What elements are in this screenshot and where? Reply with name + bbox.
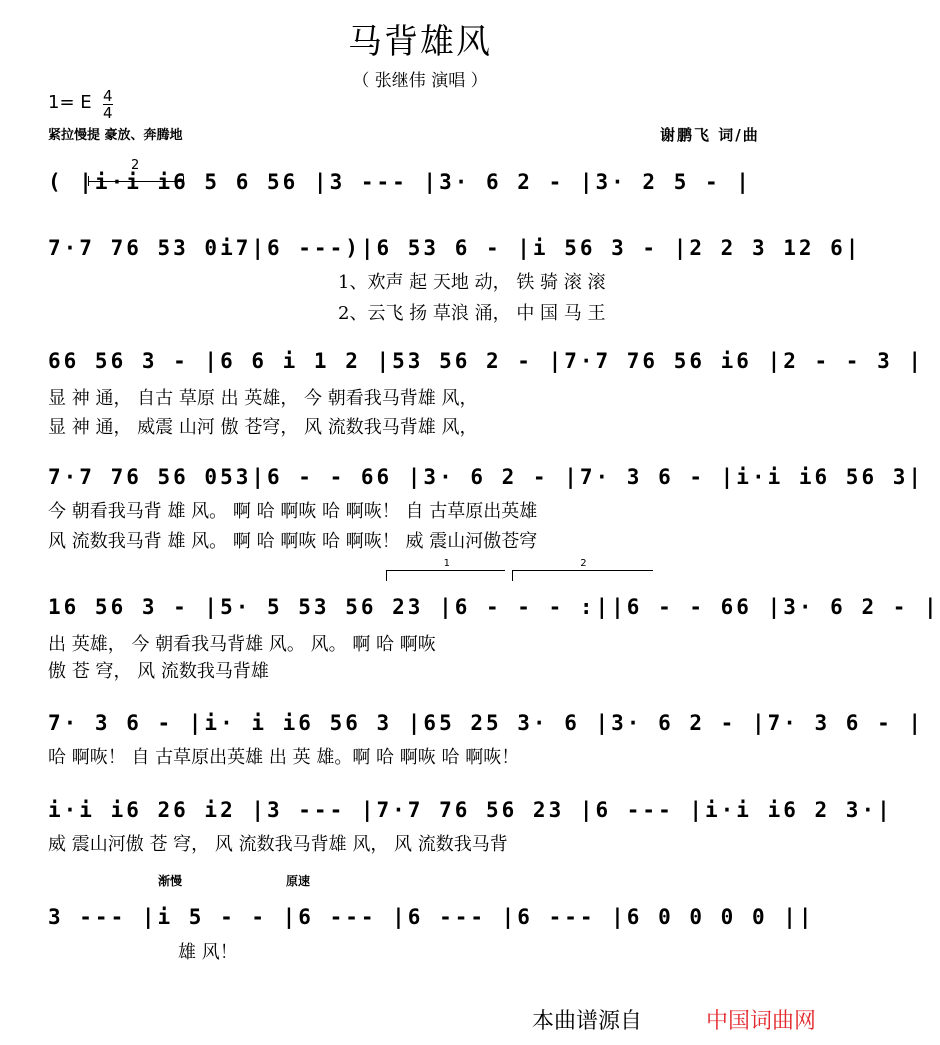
notation-row-4: 7·7 76 56 053|6 - - 66 |3· 6 2 - |7· 3 6 - |i·i i6 56 3| xyxy=(48,465,925,489)
notation-row-6: 7· 3 6 - |i· i i6 56 3 |65 25 3· 6 |3· 6 2 - |7· 3 6 - | xyxy=(48,711,925,735)
notation-row-8: 3 --- |i 5 - - |6 --- |6 --- |6 --- |6 0 0 0 0 || xyxy=(48,905,815,929)
song-title: 马背雄风 xyxy=(348,22,492,62)
notation-row-3: 66 56 3 - |6 6 i 1 2 |53 56 2 - |7·7 76 56 i6 |2 - - 3 | xyxy=(48,349,925,373)
time-signature xyxy=(103,88,113,121)
lyric-line-4: 显 神 通， 威震 山河 傲 苍穹， 风 流数我马背雄 风， xyxy=(48,417,478,438)
lyric-line-1: 1、欢声 起 天地 动， 铁 骑 滚 滚 xyxy=(338,272,606,293)
lyric-line-2: 2、云飞 扬 草浪 涌， 中 国 马 王 xyxy=(338,303,606,324)
footer-source-label: 本曲谱源自 xyxy=(532,1009,643,1034)
notation-row-2: 7·7 76 53 0i7|6 ---)|6 53 6 - |i 56 3 - |2 2 3 12 6| xyxy=(48,236,862,260)
footer-site-link[interactable]: 中国词曲网 xyxy=(706,1009,817,1034)
lyric-line-11: 雄 风！ xyxy=(178,942,238,963)
lyric-line-3: 显 神 通， 自古 草原 出 英雄， 今 朝看我马背雄 风， xyxy=(48,388,478,409)
volta-2-label: 2 xyxy=(580,558,587,569)
lyricist-composer: 谢鹏飞 词/曲 xyxy=(660,126,760,144)
time-signature-top: 4 xyxy=(103,87,113,105)
notation-row-1: ( |i·i i6 5 6 56 |3 --- |3· 6 2 - |3· 2 5 - | xyxy=(48,170,752,194)
intro-bracket-label: 2 xyxy=(131,158,140,173)
lyric-line-9: 哈 啊咴！ 自 古草原出英雄 出 英 雄。啊 哈 啊咴 哈 啊咴！ xyxy=(48,747,520,768)
lyric-line-5: 今 朝看我马背 雄 风。 啊 哈 啊咴 哈 啊咴！ 自 古草原出英雄 xyxy=(48,501,538,522)
ritardando-mark: 渐慢 xyxy=(158,874,183,888)
tempo-marking: 紧拉慢提 豪放、奔腾地 xyxy=(48,128,183,143)
performer-credit: （ 张继伟 演唱 ） xyxy=(352,71,488,91)
volta-bracket-1 xyxy=(386,558,505,581)
key-signature: 1= E xyxy=(48,92,92,113)
volta-bracket-2 xyxy=(512,558,653,581)
time-signature-bottom: 4 xyxy=(103,104,113,122)
notation-row-7: i·i i6 26 i2 |3 --- |7·7 76 56 23 |6 --- |i·i i6 2 3·| xyxy=(48,798,893,822)
volta-1-label: 1 xyxy=(443,558,450,569)
a-tempo-mark: 原速 xyxy=(286,874,311,888)
lyric-line-7: 出 英雄， 今 朝看我马背雄 风。 风。 啊 哈 啊咴 xyxy=(48,634,436,655)
lyric-line-6: 风 流数我马背 雄 风。 啊 哈 啊咴 哈 啊咴！ 威 震山河傲苍穹 xyxy=(48,531,538,552)
notation-row-5: 16 56 3 - |5· 5 53 56 23 |6 - - - :||6 - - 66 |3· 6 2 - | xyxy=(48,595,940,619)
lyric-line-10: 威 震山河傲 苍 穹， 风 流数我马背雄 风， 风 流数我马背 xyxy=(48,834,508,855)
lyric-line-8: 傲 苍 穹， 风 流数我马背雄 xyxy=(48,661,269,682)
